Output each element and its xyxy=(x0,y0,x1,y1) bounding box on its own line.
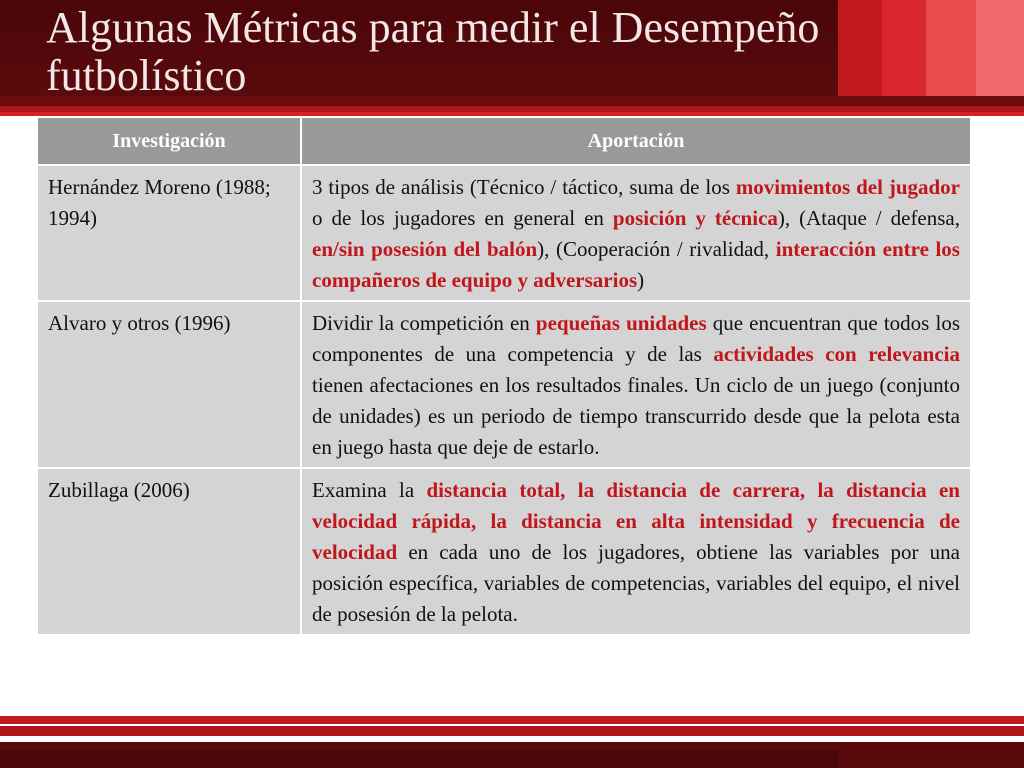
cell-investigacion: Hernández Moreno (1988; 1994) xyxy=(37,165,301,301)
header-accent-block xyxy=(976,0,1024,96)
table-row xyxy=(37,165,971,301)
text-run: ), (Ataque / defensa, xyxy=(777,206,960,230)
cell-aportacion xyxy=(301,165,971,301)
column-header-aportacion: Aportación xyxy=(301,117,971,165)
highlight-run: interacción entre los compañeros de equipo y adversarios xyxy=(312,237,960,292)
cell-aportacion xyxy=(301,301,971,468)
text-run: Examina la xyxy=(312,478,427,502)
text-run: o de los jugadores en general en xyxy=(312,206,613,230)
highlight-run: pequeñas unidades xyxy=(535,311,707,335)
text-run: ) xyxy=(637,268,645,292)
table-header-row xyxy=(37,117,971,165)
highlight-run: posición y técnica xyxy=(612,206,778,230)
metrics-table xyxy=(36,116,972,636)
footer-band xyxy=(0,750,838,768)
cell-aportacion xyxy=(301,468,971,635)
text-run: Dividir la competición en xyxy=(312,311,536,335)
highlight-run: distancia total, la distancia de carrera, la distancia en velocidad rápida, la distancia en alta intensidad y frecuencia de velocidad xyxy=(312,478,960,564)
footer-stripe xyxy=(0,716,1024,724)
cell-investigacion: Alvaro y otros (1996) xyxy=(37,301,301,468)
slide-title: Algunas Métricas para medir el Desempeño futbolístico xyxy=(46,3,820,100)
cell-investigacion: Zubillaga (2006) xyxy=(37,468,301,635)
table-row xyxy=(37,301,971,468)
text-run: en cada uno de los jugadores, obtiene las variables por una posición específica, variables de competencias, variables del equipo, el nivel de posesión de la pelota. xyxy=(312,540,960,626)
text-run: tienen afectaciones en los resultados finales. Un ciclo de un juego (conjunto de unidades) es un periodo de tiempo transcurrido desde que la pelota esta en juego hasta que deje de estarlo. xyxy=(312,373,960,459)
text-run: que encuentran que todos los componentes de una competencia y de las xyxy=(312,311,960,366)
column-header-investigacion: Investigación xyxy=(37,117,301,165)
highlight-run: actividades con relevancia xyxy=(713,342,960,366)
table-row xyxy=(37,468,971,635)
text-run: ), (Cooperación / rivalidad, xyxy=(537,237,776,261)
footer-stripe xyxy=(0,726,1024,736)
highlight-run: en/sin posesión del balón xyxy=(312,237,538,261)
text-run: 3 tipos de análisis (Técnico / táctico, suma de los xyxy=(312,175,736,199)
highlight-run: movimientos del jugador xyxy=(735,175,961,199)
